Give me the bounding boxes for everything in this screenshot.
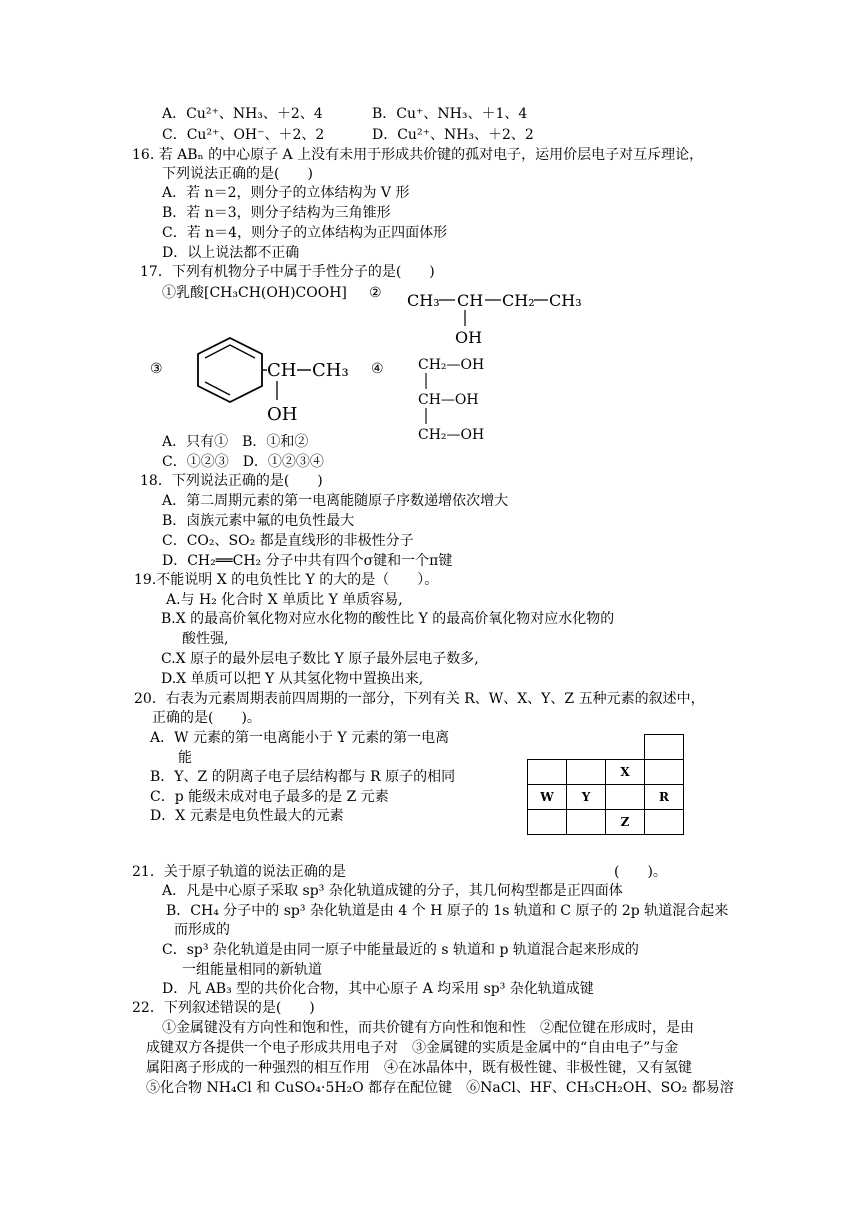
q22-line-4: ⑤化合物 NH₄Cl 和 CuSO₄·5H₂O 都存在配位键 ⑥NaCl、HF、CH₃CH₂OH、SO₂ 都易溶 — [146, 1080, 734, 1096]
structure-1-phenylethanol — [183, 330, 358, 430]
pt-cell-r: R — [645, 785, 684, 810]
s2-c4: CH₃ — [549, 291, 582, 310]
benzene-ring — [198, 338, 262, 402]
q22-stem: 22．下列叙述错误的是( ) — [132, 1000, 315, 1016]
structure-2-butanol — [405, 284, 585, 348]
q19-option-b-cont: 酸性强, — [182, 631, 229, 647]
q20-stem-cont: 正确的是( )。 — [152, 710, 261, 726]
q18-option-a: A．第二周期元素的第一电离能随原子序数递增依次增大 — [162, 493, 509, 509]
q18-option-b: B．卤族元素中氟的电负性最大 — [162, 513, 355, 529]
q17-item-1: ①乳酸[CH₃CH(OH)COOH] — [162, 285, 347, 301]
s2-c3: CH₂ — [502, 291, 535, 310]
q19-option-a: A.与 H₂ 化合时 X 单质比 Y 单质容易, — [166, 592, 403, 608]
q22-line-2: 成键双方各提供一个电子形成共用电子对 ③金属键的实质是金属中的“自由电子”与金 — [146, 1040, 679, 1056]
q21-option-b: B．CH₄ 分子中的 sp³ 杂化轨道是由 4 个 H 原子的 1s 轨道和 C 原子的 2p 轨道混合起来 — [166, 903, 729, 919]
q20-option-a-cont: 能 — [178, 750, 192, 766]
q21-option-d: D．凡 AB₃ 型的共价化合物，其中心原子 A 均采用 sp³ 杂化轨道成键 — [162, 981, 594, 997]
s2-ch: CH — [457, 291, 484, 310]
q22-line-1: ①金属键没有方向性和饱和性，而共价键有方向性和饱和性 ②配位键在形成时，是由 — [162, 1020, 694, 1036]
q16-option-a: A．若 n＝2，则分子的立体结构为 V 形 — [162, 185, 410, 201]
q21-answer-paren: ( )。 — [614, 864, 667, 880]
s4-r2: CH—OH — [418, 392, 479, 408]
q20-option-a: A．W 元素的第一电离能小于 Y 元素的第一电离 — [150, 730, 450, 746]
s4-r1: CH₂—OH — [418, 357, 485, 373]
q21-option-a: A．凡是中心原子采取 sp³ 杂化轨道成键的分子，其几何构型都是正四面体 — [162, 883, 623, 899]
q20-option-b: B．Y、Z 的阴离子电子层结构都与 R 原子的相同 — [150, 769, 456, 785]
q18-stem: 18．下列说法正确的是( ) — [140, 473, 323, 489]
pt-cell-z: Z — [606, 810, 645, 835]
q15-option-a: A．Cu²⁺、NH₃、＋2、4 — [162, 106, 323, 122]
pt-cell-y: Y — [567, 785, 606, 810]
s3-ch: CH — [267, 360, 297, 381]
q20-option-d: D．X 元素是电负性最大的元素 — [150, 808, 344, 824]
q15-option-d: D．Cu²⁺、NH₃、＋2、2 — [372, 127, 534, 143]
q16-stem-cont: 下列说法正确的是( ) — [162, 166, 313, 182]
q22-line-3: 属阳离子形成的一种强烈的相互作用 ④在冰晶体中，既有极性键、非极性键，又有氢键 — [146, 1060, 692, 1076]
q18-option-c: C．CO₂、SO₂ 都是直线形的非极性分子 — [162, 533, 414, 549]
q17-item-3-label: ③ — [150, 361, 163, 377]
q21-option-c: C．sp³ 杂化轨道是由同一原子中能量最近的 s 轨道和 p 轨道混合起来形成的 — [162, 942, 639, 958]
periodic-table-fragment — [527, 734, 684, 835]
q21-stem: 21．关于原子轨道的说法正确的是 — [132, 864, 346, 880]
q19-option-b: B.X 的最高价氧化物对应水化物的酸性比 Y 的最高价氧化物对应水化物的 — [161, 611, 615, 627]
q18-option-d: D．CH₂══CH₂ 分子中共有四个σ键和一个π键 — [162, 553, 453, 569]
q15-option-b: B．Cu⁺、NH₃、＋1、4 — [372, 106, 528, 122]
pt-cell-empty — [645, 735, 684, 760]
q19-option-d: D.X 单质可以把 Y 从其氢化物中置换出来, — [161, 671, 424, 687]
s2-c1: CH₃ — [407, 291, 440, 310]
s2-oh: OH — [455, 328, 483, 347]
q17-item-4-label: ④ — [371, 361, 384, 377]
pt-cell-w: W — [528, 785, 567, 810]
q16-stem: 16. 若 ABₙ 的中心原子 A 上没有未用于形成共价键的孤对电子，运用价层电子对互斥理论， — [132, 147, 704, 163]
q16-option-c: C．若 n＝4，则分子的立体结构为正四面体形 — [162, 225, 448, 241]
q20-stem: 20．右表为元素周期表前四周期的一部分，下列有关 R、W、X、Y、Z 五种元素的叙述中， — [134, 691, 705, 707]
q16-option-b: B．若 n＝3，则分子结构为三角锥形 — [162, 205, 391, 221]
q15-option-c: C．Cu²⁺、OH⁻、＋2、2 — [162, 127, 325, 143]
q17-options-ab: A．只有① B．①和② — [162, 434, 309, 450]
q17-options-cd: C．①②③ D．①②③④ — [162, 454, 324, 470]
q19-stem: 19.不能说明 X 的电负性比 Y 的大的是（ ）。 — [134, 572, 439, 588]
pt-cell-x: X — [606, 760, 645, 785]
q21-option-c-cont: 一组能量相同的新轨道 — [182, 962, 322, 978]
q17-stem: 17．下列有机物分子中属于手性分子的是( ) — [140, 264, 435, 280]
s4-r3: CH₂—OH — [418, 427, 485, 443]
q19-option-c: C.X 原子的最外层电子数比 Y 原子最外层电子数多, — [161, 651, 479, 667]
q17-item-2-label: ② — [369, 285, 382, 301]
q21-option-b-cont: 而形成的 — [174, 922, 230, 938]
q16-option-d: D．以上说法都不正确 — [162, 245, 300, 261]
s3-oh: OH — [267, 404, 298, 425]
structure-glycerol — [418, 352, 508, 444]
q20-option-c: C．p 能级未成对电子最多的是 Z 元素 — [150, 789, 389, 805]
s3-ch3: CH₃ — [312, 360, 349, 381]
